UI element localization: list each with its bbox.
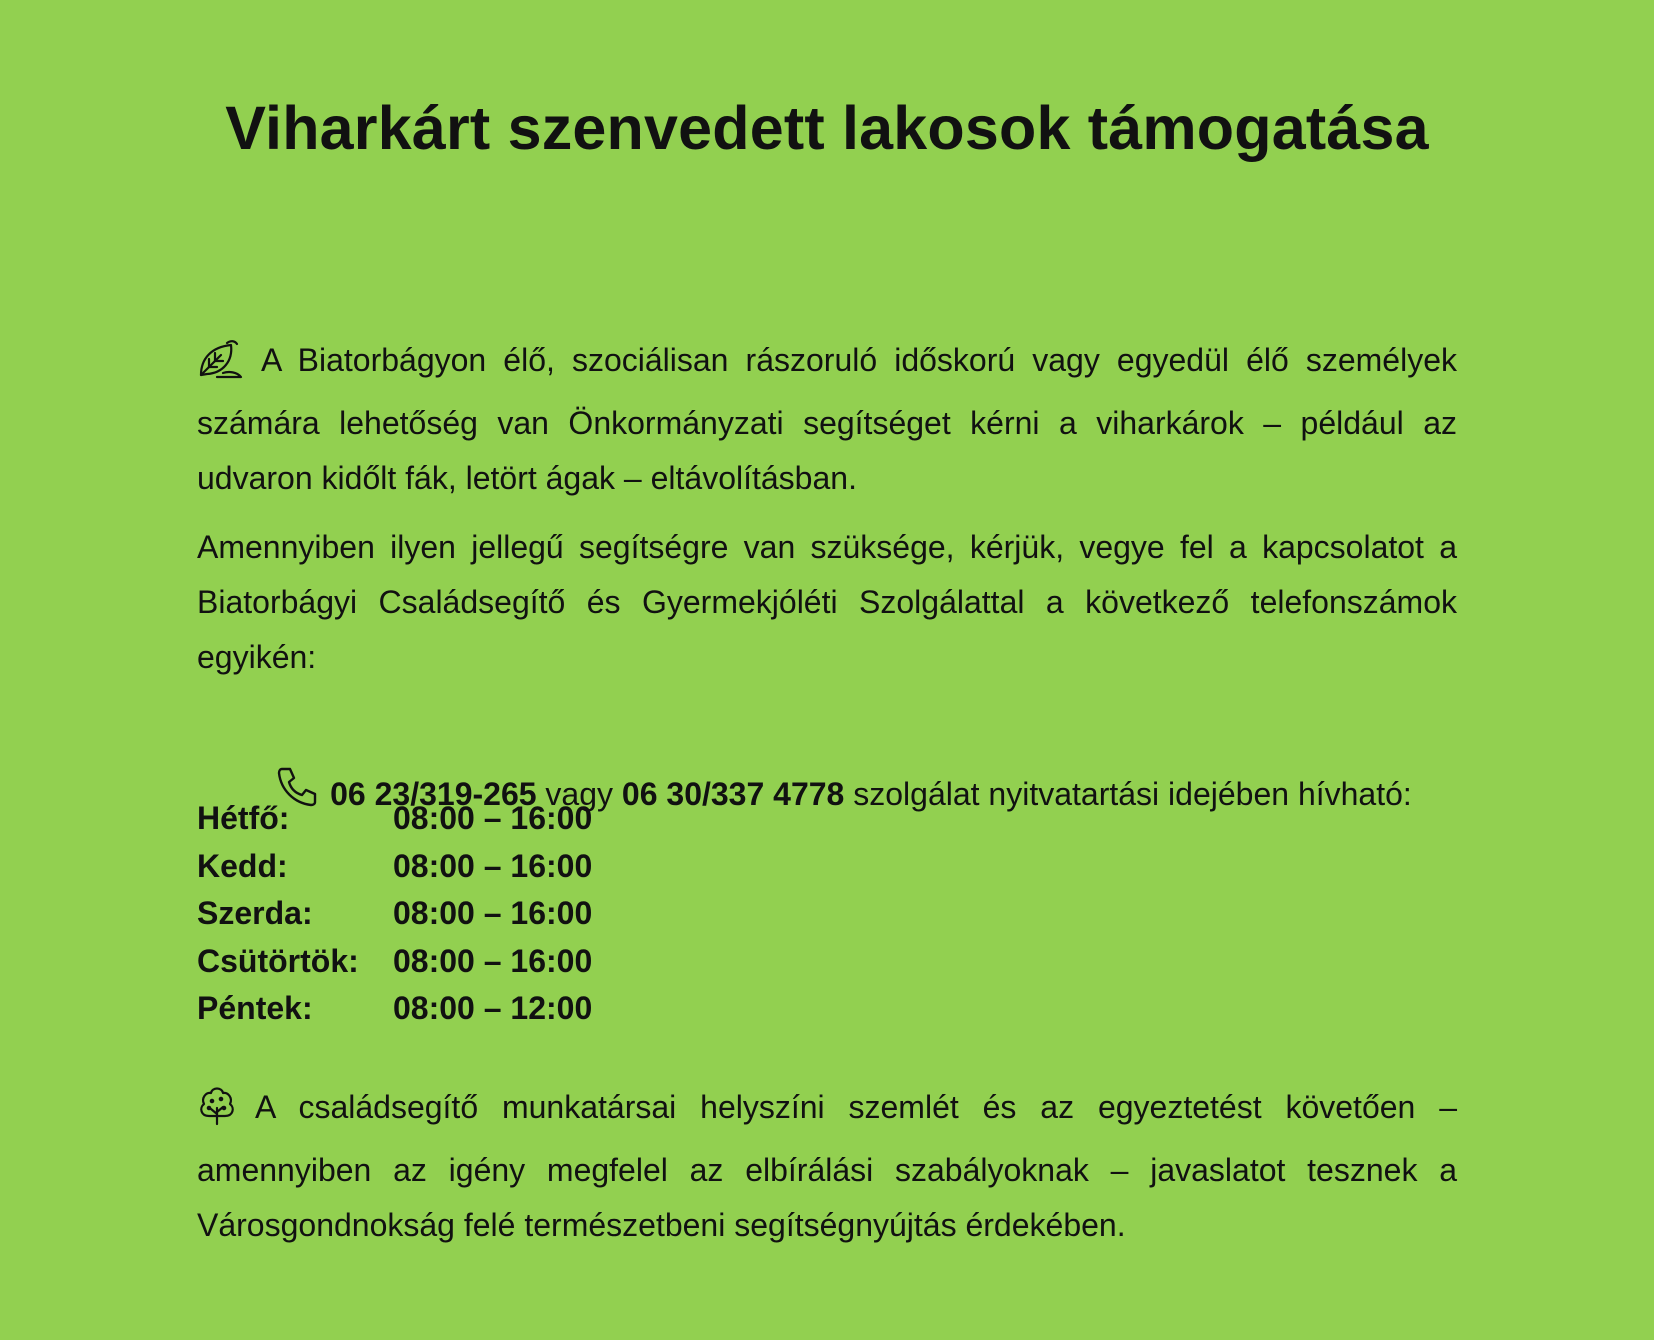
phone-number-2[interactable]: 06 30/337 4778 (621, 776, 845, 812)
intro-section (197, 333, 1457, 506)
tree-icon (197, 1084, 237, 1143)
hours-row-thursday (197, 938, 592, 986)
time-range: 08:00 – 16:00 (393, 895, 593, 931)
closing-text: A családsegítő munkatársai helyszíni szemlét és az egyeztetést követően – amennyiben az igény megfelel az elbírálási szabályoknak – javaslatot tesznek a Városgondnokság felé természetbeni segítségnyújtás érdekében. (197, 1089, 1457, 1243)
time-range: 08:00 – 16:00 (393, 942, 593, 979)
closing-paragraph (197, 1080, 1457, 1253)
day-label: Kedd: (197, 847, 288, 884)
closing-section (197, 1080, 1457, 1253)
intro-text: A Biatorbágyon élő, szociálisan rászoruló időskorú vagy egyedül élő személyek számára lehetőség van Önkormányzati segítséget kérni a viharkárok – például az udvaron kidőlt fák, letört ágak – eltávolításban. (197, 342, 1457, 496)
hours-row-monday (197, 795, 592, 843)
phone-number-1[interactable]: 06 23/319-265 (330, 776, 537, 812)
hours-row-wednesday (197, 890, 592, 938)
day-label: Csütörtök: (197, 942, 359, 979)
opening-hours (197, 795, 592, 1033)
time-range: 08:00 – 12:00 (393, 990, 593, 1026)
intro-paragraph (197, 333, 1457, 506)
hours-row-tuesday (197, 843, 592, 891)
time-range: 08:00 – 16:00 (393, 847, 593, 884)
page-title: Viharkárt szenvedett lakosok támogatása (225, 94, 1429, 162)
day-label: Szerda: (197, 895, 313, 931)
day-label: Péntek: (197, 990, 313, 1026)
day-label: Hétfő: (197, 800, 290, 836)
phone-connector: vagy (536, 776, 622, 812)
time-range: 08:00 – 16:00 (393, 800, 593, 836)
leaf-icon (197, 339, 243, 396)
hours-row-friday (197, 985, 592, 1033)
contact-section (197, 520, 1457, 685)
contact-paragraph: Amennyiben ilyen jellegű segítségre van szüksége, kérjük, vegye fel a kapcsolatot a Biatorbágyi Családsegítő és Gyermekjóléti Szolgálattal a következő telefonszámok egyikén: (197, 529, 1457, 675)
phone-suffix: szolgálat nyitvatartási idejében hívható: (844, 776, 1412, 812)
